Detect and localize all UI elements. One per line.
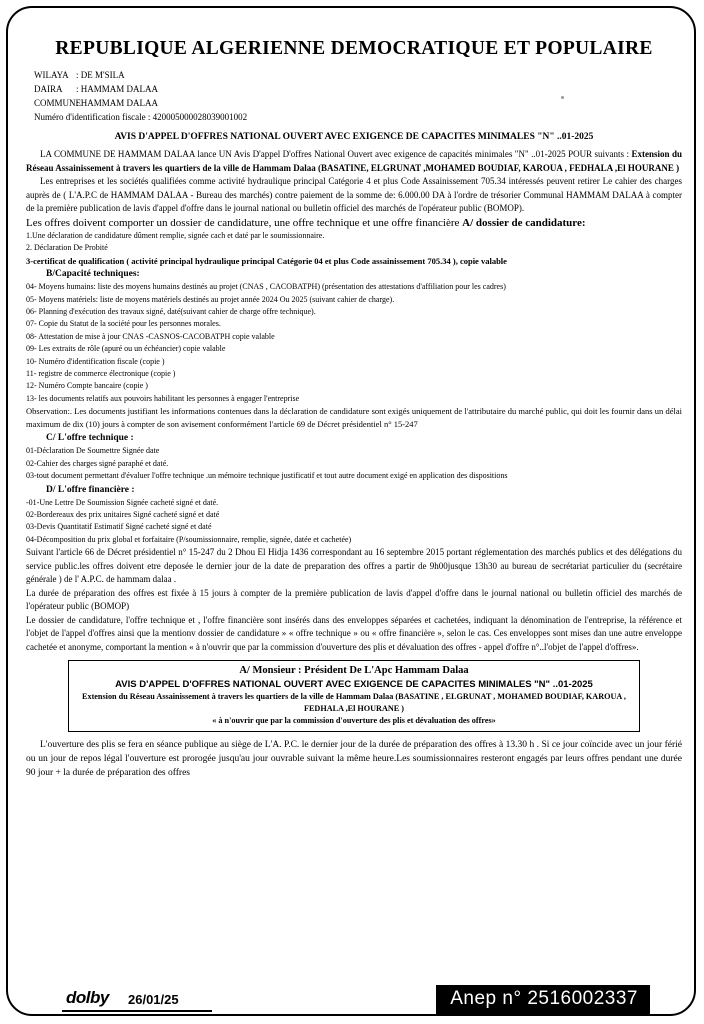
box-project: Extension du Réseau Assainissement à travers les quartiers de la ville de Hammam Dalaa (BASATINE , ELGRUNAT , MOHAMED BOUDIAF, KAROUA , FEDHALA ,El HOURANE ): [82, 692, 626, 714]
footer-rule: [62, 1010, 212, 1012]
list-item: 2. Déclaration De Probité: [26, 243, 108, 253]
fin-list: [26, 497, 682, 547]
list-item: 1.Une déclaration de candidature dûment remplie, signée cach et daté par le soumissionnaire.: [26, 231, 325, 240]
commune-value: : HAMMAM DALAA: [76, 98, 159, 108]
list-item: 11- registre de commerce électronique (copie ): [26, 369, 176, 379]
tech-list: [26, 445, 682, 482]
footer: [8, 980, 694, 1014]
list-item: 02-Bordereaux des prix unitaires Signé cacheté signé et daté: [26, 509, 220, 519]
box-avis-title: AVIS D'APPEL D'OFFRES NATIONAL OUVERT AVEC EXIGENCE DE CAPACITES MINIMALES "N" ..01-2025: [115, 679, 593, 691]
article-paragraph: Suivant l'article 66 de Décret présidentiel n° 15-247 du 2 Dhou El Hidja 1436 correspondant au 16 septembre 2015 portant réglementation des marchés publics et des délégations du service public.les offres doivent etre deposée le dernier jour de la date de preparation des offres a partir de 9h00jusque 13h30 au bureau de secrétariat particulier du (secrétaire générale ) de l' A.P.C. de hammam dalaa .: [26, 547, 682, 585]
dossier-a-list: [26, 230, 682, 267]
envelope-box: [68, 660, 640, 732]
list-item: 09- Les extraits de rôle (apuré ou un échéancier) copie valable: [26, 344, 226, 354]
enveloppe-paragraph: Le dossier de candidature, l'offre technique et , l'offre financière sont insérés dans des enveloppes séparées et cachetées, indiquant la dénomination de l'entreprise, la référence et l'objet de l'appel d'offres ainsi que la mentionv dossier de candidature » « offre technique » ou « offre financière », selon le cas. Ces enveloppes sont mises dan une autre enveloppe cachetée et anonyme, comportant la mention « à n'ouvrir que par la commission d'ouverture des plis et dévaluation des offres - appel d'offre n°..l'objet de l'appel d'offres».: [26, 614, 682, 652]
document-title: REPUBLIQUE ALGERIENNE DEMOCRATIQUE ET POPULAIRE: [55, 38, 653, 59]
closing-paragraph: L'ouverture des plis se fera en séance publique au siège de L'A. P.C. le dernier jour de la durée de préparation des offres à 13.30 h . Si ce jour coïncide avec un jour férié ou un jour de repos légal l'ouverture est prorogée jusqu'au jour ouvrable suivant la même heure.Les soumissionnaires resteront engagés par leurs offres pendant une durée 90 jour + la durée de préparation des offres: [26, 740, 682, 779]
intro-project: Extension du Réseau Assainissement à travers les quartiers de la ville de Hammam Dalaa (BASATINE, ELGRUNAT ,MOHAMED BOUDIAF, KAROUA , FEDHALA ,El HOURANE ): [26, 149, 683, 173]
list-item: 06- Planning d'exécution des travaux signé, daté(suivant cahier de charge offre technique).: [26, 307, 316, 317]
list-item: 12- Numéro Compte bancaire (copie ): [26, 381, 148, 391]
meta-block: [34, 68, 682, 124]
document-frame: [6, 6, 696, 1016]
observation-paragraph: Observation:. Les documents justifiant les informations contenues dans la déclaration de candidature sont exigés uniquement de l'attributaire du marché public, qui doit les fournir dans un délai maximum de dix (10) jours à compter de son avisement conformément l'article 69 de Décret présidentiel n° 15-247: [26, 406, 682, 430]
daira-value: : HAMMAM DALAA: [76, 84, 159, 94]
list-item: 03-tout document permettant d'évaluer l'offre technique .un mémoire technique justificatif et tout autre document exigé en application des dispositions: [26, 471, 508, 481]
wilaya-value: : DE M'SILA: [76, 70, 125, 80]
box-mention: « à n'ouvrir que par la commission d'ouverture des plis et dévaluation des offres»: [212, 716, 496, 726]
dolby-logo: dolby: [66, 988, 109, 1007]
cap-title: B/Capacité techniques:: [46, 269, 140, 280]
intro-text: LA COMMUNE DE HAMMAM DALAA lance UN Avis D'appel D'offres National Ouvert avec exigence de capacités minimales "N" ..01-2025 POUR suivants :: [40, 149, 630, 159]
retrait-paragraph: Les entreprises et les sociétés qualifiées comme activité hydraulique principal Catégorie 4 et plus Code Assainissement 705.34 intéressés peuvent retirer Le cahier des charges auprès de ( L'A.P.C de HAMMAM DALAA - Bureau des marchés) contre paiement de la somme de: 6.000.00 DA à l'ordre de trésorier Communal HAMMAM DALAA à compter de la première publication de lavis d'appel d'offre dans le journal national ou bulletin officiel des marchés de l'opérateur public (BOMOP).: [26, 176, 682, 213]
intro-paragraph: [26, 148, 682, 175]
cap-list: [26, 281, 682, 405]
fin-title: D/ L'offre financière :: [46, 484, 135, 495]
nif-line: Numéro d'identification fiscale : 420005000028039001002: [34, 112, 248, 122]
offres-text: Les offres doivent comporter un dossier de candidature, une offre technique et une offre financière: [26, 216, 460, 229]
offres-paragraph: [26, 217, 682, 231]
tech-title: C/ L'offre technique :: [46, 433, 134, 444]
wilaya-label: WILAYA: [34, 70, 69, 80]
anep-reference: Anep n° 2516002337: [436, 985, 650, 1014]
list-item: 03-Devis Quantitatif Estimatif Signé cacheté signé et daté: [26, 522, 212, 532]
duree-paragraph: La durée de préparation des offres est fixée à 15 jours à compter de la première publication de lavis d'appel d'offre dans le journal national ou bulletin officiel des marchés de l'opérateur public (BOMOP): [26, 587, 682, 612]
list-item: 02-Cahier des charges signé paraphé et daté.: [26, 458, 169, 468]
list-item: 04- Moyens humains: liste des moyens humains destinés au projet (CNAS , CACOBATPH) (présentation des attestations d'affiliation pour les cadres): [26, 282, 506, 292]
list-item: 10- Numéro d'identification fiscale (copie ): [26, 356, 165, 366]
list-item: 08- Attestation de mise à jour CNAS -CASNOS-CACOBATPH copie valable: [26, 331, 275, 341]
list-item: 01-Déclaration De Soumettre Signée date: [26, 446, 160, 456]
commune-label: COMMUNE: [34, 98, 82, 108]
list-item: 05- Moyens matériels: liste de moyens matériels destinés au projet année 2024 Ou 2025 (suivant cahier de charge).: [26, 294, 395, 304]
avis-title: AVIS D'APPEL D'OFFRES NATIONAL OUVERT AVEC EXIGENCE DE CAPACITES MINIMALES "N" ..01-2025: [114, 132, 594, 142]
dossier-a-title: A/ dossier de candidature:: [462, 216, 586, 229]
list-item: -01-Une Lettre De Soumission Signée cacheté signé et daté.: [26, 497, 219, 507]
box-recipient: A/ Monsieur : Président De L'Apc Hammam Dalaa: [239, 665, 469, 677]
list-item: 04-Décomposition du prix global et forfaitaire (P/soumissionnaire, remplie, signée, datée et cachetée): [26, 534, 352, 544]
list-item: 07- Copie du Statut de la société pour les personnes morales.: [26, 319, 221, 329]
publication-date: 26/01/25: [128, 992, 179, 1007]
document-body: [26, 30, 682, 780]
daira-label: DAIRA: [34, 84, 63, 94]
list-item: 13- les documents relatifs aux pouvoirs habilitant les personnes à engager l'entreprise: [26, 393, 300, 403]
list-item: 3-certificat de qualification ( activité principal hydraulique principal Catégorie 04 et plus Code assainissement 705.34 ), copie valable: [26, 255, 507, 266]
